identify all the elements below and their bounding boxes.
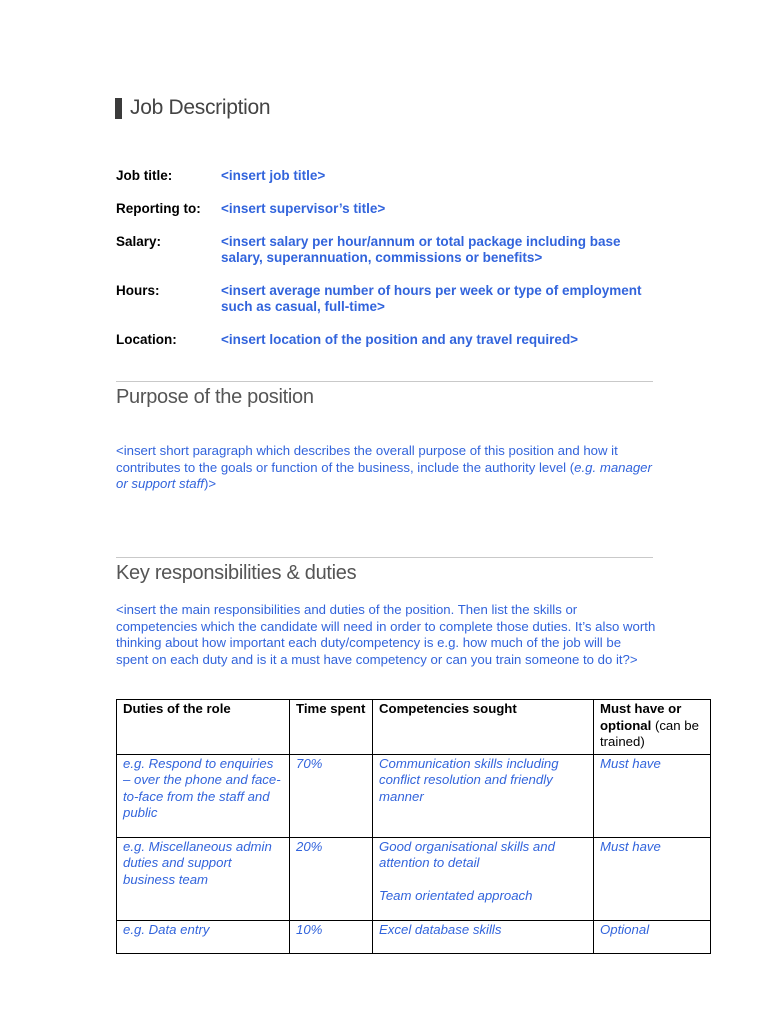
detail-label: Hours: [116,283,160,298]
competency-gap [379,872,587,888]
header-must-have [594,700,711,755]
detail-value[interactable]: <insert salary per hour/annum or total package including base salary, superannuation, commissions or benefits> [221,234,621,265]
competency-text: Good organisational skills and attention to detail [379,838,555,870]
page-title-text: Job Description [130,96,271,119]
section-divider [116,557,653,558]
job-details [116,168,656,365]
cell-duty[interactable]: e.g. Data entry [117,920,290,953]
detail-label: Reporting to: [116,201,201,216]
detail-label: Job title: [116,168,173,183]
competency-text: Communication skills including conflict resolution and friendly manner [379,755,559,804]
header-competencies: Competencies sought [373,700,594,755]
detail-label: Location: [116,332,177,347]
detail-row-hours [116,283,656,315]
cell-duty[interactable]: e.g. Miscellaneous admin duties and support business team [117,837,290,920]
detail-value[interactable]: <insert average number of hours per week or type of employment such as casual, full-time> [221,283,642,314]
header-duties: Duties of the role [117,700,290,755]
duties-table [116,699,711,954]
detail-row-salary [116,234,656,266]
detail-row-reporting-to [116,201,656,217]
page-title [115,93,270,123]
competency-text: Excel database skills [379,921,502,937]
section-heading-responsibilities: Key responsibilities & duties [116,562,357,584]
purpose-text-end: )> [203,476,217,491]
table-row [117,754,711,837]
cell-duty[interactable]: e.g. Respond to enquiries – over the phone and face-to-face from the staff and public [117,754,290,837]
header-must-have-note: (can be trained) [600,717,699,749]
cell-time[interactable]: 10% [290,920,373,953]
detail-row-job-title [116,168,656,184]
detail-label: Salary: [116,234,162,249]
cell-competency[interactable] [373,754,594,837]
cell-must-have[interactable]: Must have [594,754,711,837]
table-header-row [117,700,711,755]
table-row [117,920,711,953]
cell-competency[interactable] [373,920,594,953]
title-bar-marker [115,98,122,119]
section-divider [116,381,653,382]
cell-time[interactable]: 20% [290,837,373,920]
purpose-paragraph[interactable] [116,443,656,493]
header-time-spent: Time spent [290,700,373,755]
detail-value[interactable]: <insert supervisor’s title> [221,201,386,216]
cell-time[interactable]: 70% [290,754,373,837]
cell-must-have[interactable]: Optional [594,920,711,953]
competency-text-secondary: Team orientated approach [379,887,533,903]
section-heading-purpose: Purpose of the position [116,386,314,408]
cell-competency[interactable] [373,837,594,920]
detail-value[interactable]: <insert location of the position and any travel required> [221,332,579,347]
purpose-text-start: <insert short paragraph which describes the overall purpose of this position and how it contributes to the goals or function of the business, include the authority level ( [116,443,618,475]
cell-must-have[interactable]: Must have [594,837,711,920]
detail-value[interactable]: <insert job title> [221,168,326,183]
detail-row-location [116,332,656,348]
table-row [117,837,711,920]
responsibilities-paragraph[interactable]: <insert the main responsibilities and duties of the position. Then list the skills or competencies which the candidate will need in order to complete those duties. It’s also worth thinking about how important each duty/competency is e.g. how much of the job will be spent on each duty and is it a must have competency or can you train someone to do it?> [116,602,656,667]
header-must-have-bold: Must have or optional [600,701,682,733]
purpose-text-italic: e.g. manager or support staff [116,459,652,491]
